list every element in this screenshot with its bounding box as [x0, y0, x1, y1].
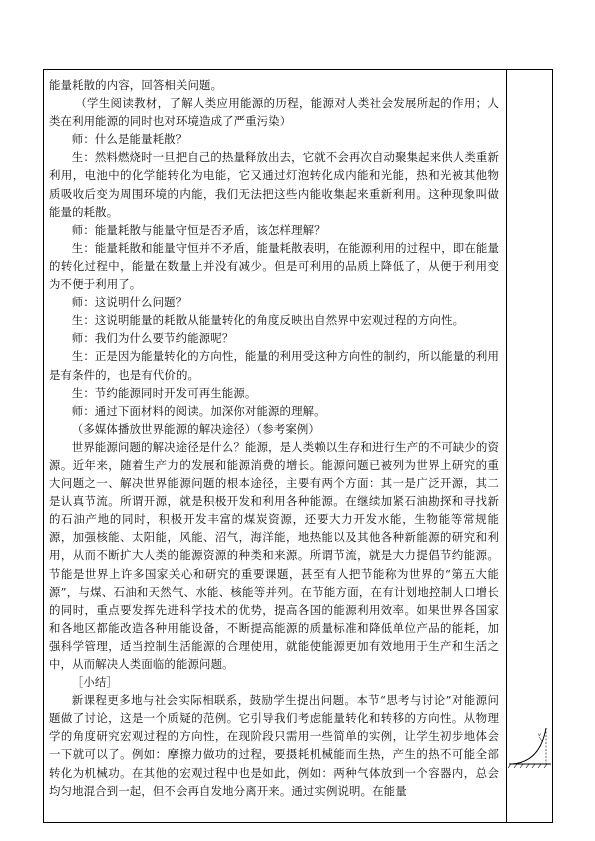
paragraph-student-a4: 生：正是因为能量转化的方向性，能量的利用受这种方向性的制约，所以能量的利用是有条件的，也是有代价的。 [49, 349, 499, 382]
paragraph-teacher-q1: 师：什么是能量耗散？ [71, 132, 188, 147]
paragraph-teacher-instruction: 师：通过下面材料的阅读。加深你对能源的理解。 [71, 403, 326, 418]
paragraph-summary-heading: ［小结］ [71, 675, 118, 690]
paragraph-summary-body: 新课程更多地与社会实际相联系，鼓励学生提出问题。本节“思考与讨论”对能源问题做了讨论，这是一个质疑的范例。它引导我们考虑能量转化和转移的方向性。从物理学的角度研究宏观过程的方向性，在现阶段只需用一些简单的实例，让学生初步地体会一下就可以了。例如：摩擦力做功的过程，要摄耗机械能而生热，产生的热不可能全部转化为机械功。在其他的宏观过程中也是如此，例如：两种气体放到一个容器内，总会均匀地混合到一起，但不会再自发地分离开来。通过实例说明。在能量 [49, 693, 499, 798]
lesson-text [49, 76, 499, 800]
paragraph-multimedia-note: （多媒体播放世界能源的解决途径）（参考案例） [71, 421, 320, 436]
paragraph-energy-solutions: 世界能源问题的解决途径是什么？能源，是人类赖以生存和进行生产的不可缺少的资源。近年来，随着生产力的发展和能源消费的增长。能源问题已被列为世界上研究的重大问题之一、解决世界能源问题的根本途径，主要有两个方面：其一是广泛开源，其二是认真节流。所谓开源，就是积极开发和利用各种能源。在继续加紧石油勘探和寻找新的石油产地的同时，积极开发丰富的煤炭资源，还要大力开发水能，生物能等常规能源，加强核能、太阳能，风能、沼气，海洋能，地热能以及其他各种新能源的研究和利用，从而不断扩大人类的能源资源的种类和来源。所谓节流，就是大力提倡节约能源。节能是世界上许多国家关心和研究的重要课题，甚至有人把节能称为世界的“第五大能源”，与煤、石油和天然气、水能、核能等并列。在节能方面，在有计划地控制人口增长的同时，重点要发挥先进科学技术的优势，提高各国的能源利用效率。如果世界各国家和各地区都能改造各种用能设备，不断提高能源的质量标准和降低单位产品的能耗，加强科学管理，适当控制生活能源的合理使用，就能使能源更加有效地用于生产和生活之中，从而解决人类面临的能源问题。 [49, 439, 499, 671]
column-divider [506, 70, 507, 822]
paragraph-student-reading: （学生阅读教材，了解人类应用能源的历程，能源对人类社会发展所起的作用；人类在利用能源的同时也对环境造成了严重污染） [49, 96, 499, 129]
curved-ramp-figure [508, 720, 552, 770]
paragraph-student-a1: 生：然料燃烧时一旦把自己的热量释放出去，它就不会再次自动聚集起来供人类重新利用，电池中的化学能转化为电能，它又通过灯泡转化成内能和光能，热和光被其他物质吸收后变为周围环境的内能，我们无法把这些内能收集起来重新利用。这种现象叫做能量的耗散。 [49, 150, 499, 219]
paragraph-intro: 能量耗散的内容，回答相关问题。 [49, 78, 223, 92]
paragraph-teacher-q4: 师：我们为什么要节约能源呢？ [71, 331, 234, 346]
paragraph-teacher-q2: 师：能量耗散与能量守恒是否矛盾，该怎样理解？ [71, 222, 326, 237]
figure-label: v [538, 732, 541, 738]
paragraph-teacher-q3: 师：这说明什么问题？ [71, 295, 188, 310]
paragraph-student-a3: 生：这说明能量的耗散从能量转化的角度反映出自然界中宏观过程的方向性。 [71, 313, 465, 328]
paragraph-student-a5: 生：节约能源同时开发可再生能源。 [71, 385, 257, 400]
lesson-table [43, 69, 553, 823]
paragraph-student-a2: 生：能量耗散和能量守恒并不矛盾，能量耗散表明，在能源利用的过程中，即在能量的转化过程中，能量在数量上并没有减少。但是可利用的品质上降低了，从便于利用变为不便于利用了。 [49, 240, 499, 292]
